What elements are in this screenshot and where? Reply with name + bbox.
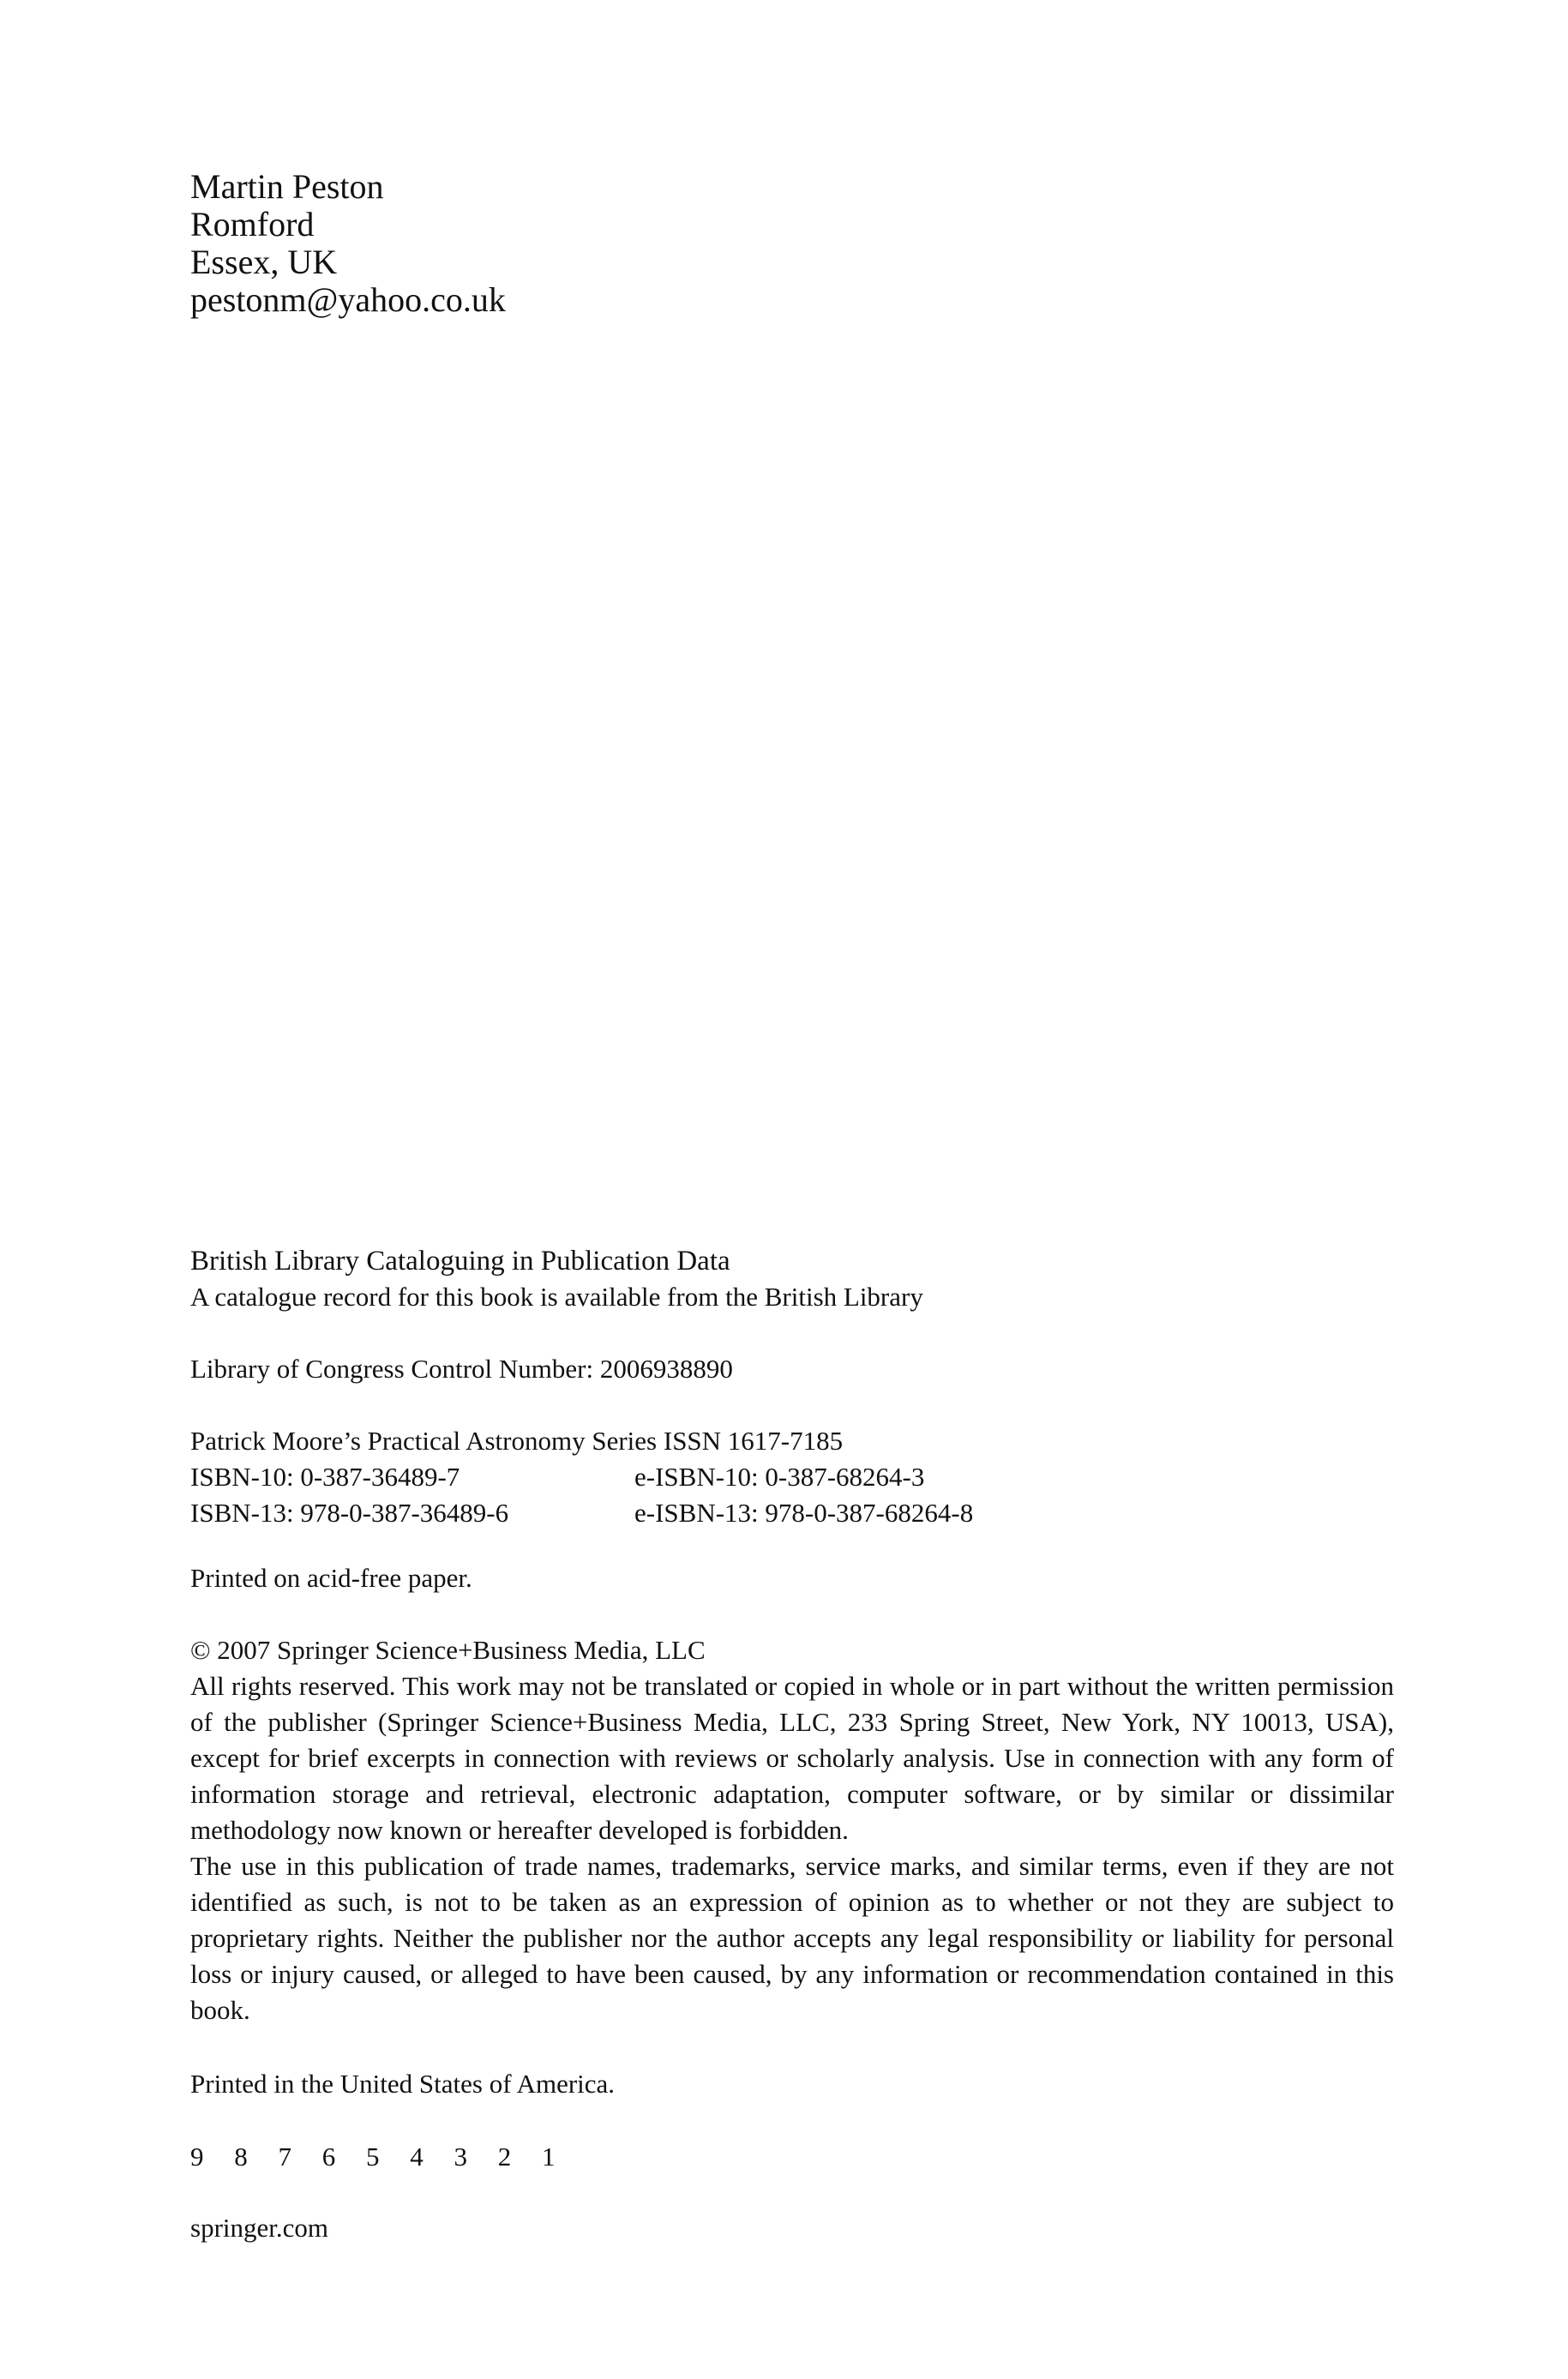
series-line: Patrick Moore’s Practical Astronomy Series ISSN 1617-7185: [190, 1426, 844, 1456]
print-line: 9 8 7 6 5 4 3 2 1: [190, 2142, 568, 2172]
trademark-paragraph: The use in this publication of trade names, trademarks, service marks, and similar terms, even if they are not identified as such, is not to be taken as an expression of opinion as to whether or not they are subject to proprietary rights. Neither the publisher nor the author accepts any legal responsibility or liability for personal loss or injury caused, or alleged to have been caused, by any information or recommendation contained in this book.: [190, 1851, 1394, 2025]
cataloguing-data: [190, 1243, 923, 1315]
author-region: Essex, UK: [190, 243, 338, 281]
isbn-10-row: [190, 1459, 1048, 1495]
cataloguing-heading: British Library Cataloguing in Publication Data: [190, 1246, 730, 1277]
author-name: Martin Peston: [190, 167, 384, 206]
rights-paragraph: All rights reserved. This work may not be translated or copied in whole or in part without the written permission of the publisher (Springer Science+Business Media, LLC, 233 Spring Street, New York, NY 10013, USA), except for brief excerpts in connection with reviews or scholarly analysis. Use in connection with any form of information storage and retrieval, electronic adaptation, computer software, or by similar or dissimilar methodology now known or hereafter developed is forbidden.: [190, 1671, 1394, 1845]
isbn-13-row: [190, 1495, 1048, 1531]
author-email[interactable]: pestonm@yahoo.co.uk: [190, 280, 506, 319]
author-address: [190, 168, 506, 319]
isbn-10: ISBN-10: 0-387-36489-7: [190, 1462, 460, 1492]
cataloguing-note: A catalogue record for this book is available from the British Library: [190, 1282, 923, 1312]
publisher-website[interactable]: springer.com: [190, 2213, 328, 2243]
isbn-block: [190, 1423, 1048, 1531]
isbn-13: ISBN-13: 978-0-387-36489-6: [190, 1498, 509, 1528]
printed-in-note: Printed in the United States of America.: [190, 2069, 616, 2099]
library-of-congress-number: Library of Congress Control Number: 2006938890: [190, 1354, 733, 1384]
author-city: Romford: [190, 205, 315, 243]
e-isbn-13: e-ISBN-13: 978-0-387-68264-8: [634, 1498, 974, 1528]
copyright-notice: [190, 1632, 1394, 2028]
e-isbn-10: e-ISBN-10: 0-387-68264-3: [634, 1462, 925, 1492]
acid-free-note: Printed on acid-free paper.: [190, 1563, 472, 1593]
copyright-line: © 2007 Springer Science+Business Media, LLC: [190, 1635, 706, 1665]
